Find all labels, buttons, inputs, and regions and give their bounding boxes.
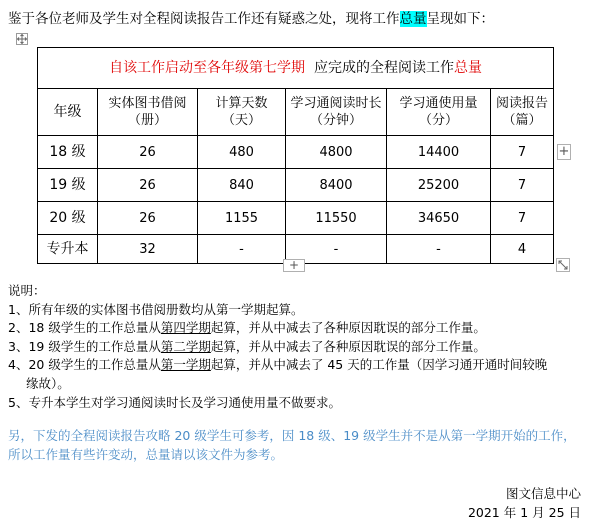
days-cell: -: [198, 235, 286, 264]
supplementary-note: [8, 426, 576, 464]
signature-date: 2021 年 1 月 25 日: [467, 505, 581, 520]
header-reports-unit: （篇）: [502, 113, 542, 128]
grade-cell: 19 级: [38, 169, 98, 202]
header-cell-usage: [387, 89, 491, 136]
note-item: [8, 338, 547, 357]
reports-cell: 7: [491, 169, 554, 202]
table-move-handle-icon[interactable]: [16, 33, 28, 45]
header-reports-label: 阅读报告: [496, 96, 549, 111]
plus-icon: +: [288, 258, 300, 272]
usage-cell: 25200: [387, 169, 491, 202]
grade-cell: 20 级: [38, 202, 98, 235]
notes-title: 说明：: [8, 283, 46, 298]
days-cell: 1155: [198, 202, 286, 235]
books-cell: 26: [98, 169, 198, 202]
intro-text-after: 呈现如下：: [426, 11, 494, 27]
note-text: 2、18 级学生的工作总量从: [8, 320, 161, 336]
note-item: [8, 356, 547, 375]
add-row-button[interactable]: [283, 259, 305, 272]
supplementary-note-line: 所以工作量有些许变动，总量请以该文件为参考。: [8, 447, 284, 462]
note-underlined: 第四学期: [160, 320, 211, 336]
header-usage-label: 学习通使用量: [399, 96, 478, 111]
reports-cell: 7: [491, 202, 554, 235]
days-cell: 840: [198, 169, 286, 202]
plus-icon: +: [558, 144, 570, 159]
header-books-label: 实体图书借阅: [108, 96, 187, 111]
usage-cell: -: [387, 235, 491, 264]
table-title-part4: 总量: [453, 59, 482, 76]
reading-time-cell: 11550: [286, 202, 387, 235]
intro-highlight: 总量: [399, 11, 427, 27]
note-item: [8, 319, 547, 338]
reading-time-cell: 4800: [286, 136, 387, 169]
intro-paragraph: [8, 10, 494, 28]
header-cell-grade: [38, 89, 98, 136]
header-days-unit: （天）: [221, 113, 261, 128]
note-text: 起算，并从中减去了 45 天的工作量（因学习通开通时间较晚: [210, 357, 548, 373]
add-column-button[interactable]: [557, 144, 571, 160]
reports-cell: 4: [491, 235, 554, 264]
table-resize-handle-icon[interactable]: [556, 258, 570, 272]
note-item: 5、专升本学生对学习通阅读时长及学习通使用量不做要求。: [8, 394, 341, 410]
books-cell: 32: [98, 235, 198, 264]
header-cell-reports: [491, 89, 554, 136]
note-underlined: 第二学期: [160, 338, 211, 354]
reading-time-cell: -: [286, 235, 387, 264]
table-title-part1: 自: [109, 59, 124, 76]
note-text: 3、19 级学生的工作总量从: [8, 338, 161, 354]
intro-text-before: 鉴于各位老师及学生对全程阅读报告工作还有疑惑之处，现将工作: [8, 11, 400, 27]
table-row: [38, 169, 554, 202]
header-reading-time-unit: （分钟）: [309, 113, 362, 128]
grade-cell: 专升本: [38, 235, 98, 264]
reading-time-cell: 8400: [286, 169, 387, 202]
header-usage-unit: （分）: [418, 113, 458, 128]
signature-org: 图文信息中心: [505, 486, 581, 501]
header-cell-reading-time: [286, 89, 387, 136]
table-row: [38, 136, 554, 169]
note-text: 起算，并从中减去了各种原因耽误的部分工作量。: [210, 320, 486, 336]
table-title-part2: 该工作启动至各年级第七学期: [123, 59, 306, 76]
header-cell-days: [198, 89, 286, 136]
notes-section: [8, 282, 547, 412]
books-cell: 26: [98, 136, 198, 169]
supplementary-note-line: 另，下发的全程阅读报告攻略 20 级学生可参考，因 18 级、19 级学生并不是从第一学期开始的工作，: [8, 428, 576, 443]
table-title: [38, 48, 554, 89]
table-title-part3: 应完成的全程阅读工作: [305, 59, 454, 76]
header-grade-label: 年级: [53, 103, 82, 120]
reading-workload-table: [37, 47, 554, 264]
reports-cell: 7: [491, 136, 554, 169]
grade-cell: 18 级: [38, 136, 98, 169]
usage-cell: 34650: [387, 202, 491, 235]
note-underlined: 第一学期: [160, 357, 211, 373]
note-text: 起算，并从中减去了各种原因耽误的部分工作量。: [210, 338, 486, 354]
header-days-label: 计算天数: [215, 96, 268, 111]
header-reading-time-label: 学习通阅读时长: [290, 96, 382, 111]
note-item-continued: 缘故）。: [26, 375, 70, 391]
table-header-row: [38, 89, 554, 136]
header-cell-books: [98, 89, 198, 136]
signature-block: [468, 484, 581, 522]
note-text: 4、20 级学生的工作总量从: [8, 357, 161, 373]
books-cell: 26: [98, 202, 198, 235]
header-books-unit: （册）: [127, 113, 167, 128]
days-cell: 480: [198, 136, 286, 169]
table-row: [38, 202, 554, 235]
note-item: 1、所有年级的实体图书借阅册数均从第一学期起算。: [8, 301, 304, 317]
usage-cell: 14400: [387, 136, 491, 169]
